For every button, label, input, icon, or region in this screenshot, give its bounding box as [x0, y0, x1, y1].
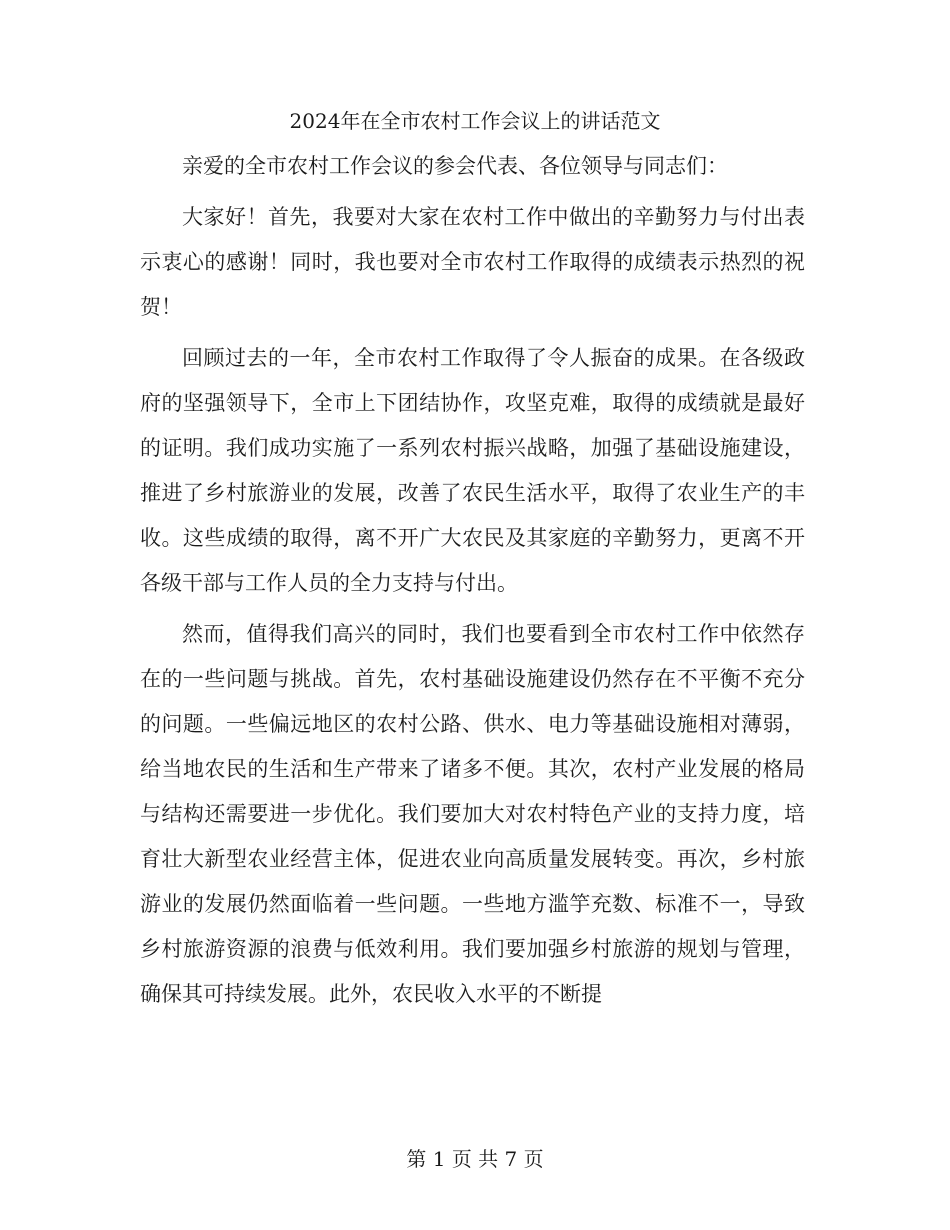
paragraph-greeting: 大家好！首先，我要对大家在农村工作中做出的辛勤努力与付出表示衷心的感谢！同时，我也要对全市农村工作取得的成绩表示热烈的祝贺！ — [140, 205, 805, 319]
document-title: 2024年在全市农村工作会议上的讲话范文 — [289, 109, 661, 133]
paragraph-review: 回顾过去的一年，全市农村工作取得了令人振奋的成果。在各级政府的坚强领导下，全市上下团结协作，攻坚克难，取得的成绩就是最好的证明。我们成功实施了一系列农村振兴战略，加强了基础设施建设，推进了乡村旅游业的发展，改善了农民生活水平，取得了农业生产的丰收。这些成绩的取得，离不开广大农民及其家庭的辛勤努力，更离不开各级干部与工作人员的全力支持与付出。 — [140, 346, 805, 595]
page-number-footer: 第 1 页 共 7 页 — [406, 1147, 544, 1171]
paragraph-salutation: 亲爱的全市农村工作会议的参会代表、各位领导与同志们： — [182, 154, 728, 178]
document-body — [140, 144, 805, 1023]
paragraph-challenges: 然而，值得我们高兴的同时，我们也要看到全市农村工作中依然存在的一些问题与挑战。首先，农村基础设施建设仍然存在不平衡不充分的问题。一些偏远地区的农村公路、供水、电力等基础设施相对薄弱，给当地农民的生活和生产带来了诸多不便。其次，农村产业发展的格局与结构还需要进一步优化。我们要加大对农村特色产业的支持力度，培育壮大新型农业经营主体，促进农业向高质量发展转变。再次，乡村旅游业的发展仍然面临着一些问题。一些地方滥竽充数、标准不一，导致乡村旅游资源的浪费与低效利用。我们要加强乡村旅游的规划与管理，确保其可持续发展。此外，农民收入水平的不断提 — [140, 622, 805, 1006]
